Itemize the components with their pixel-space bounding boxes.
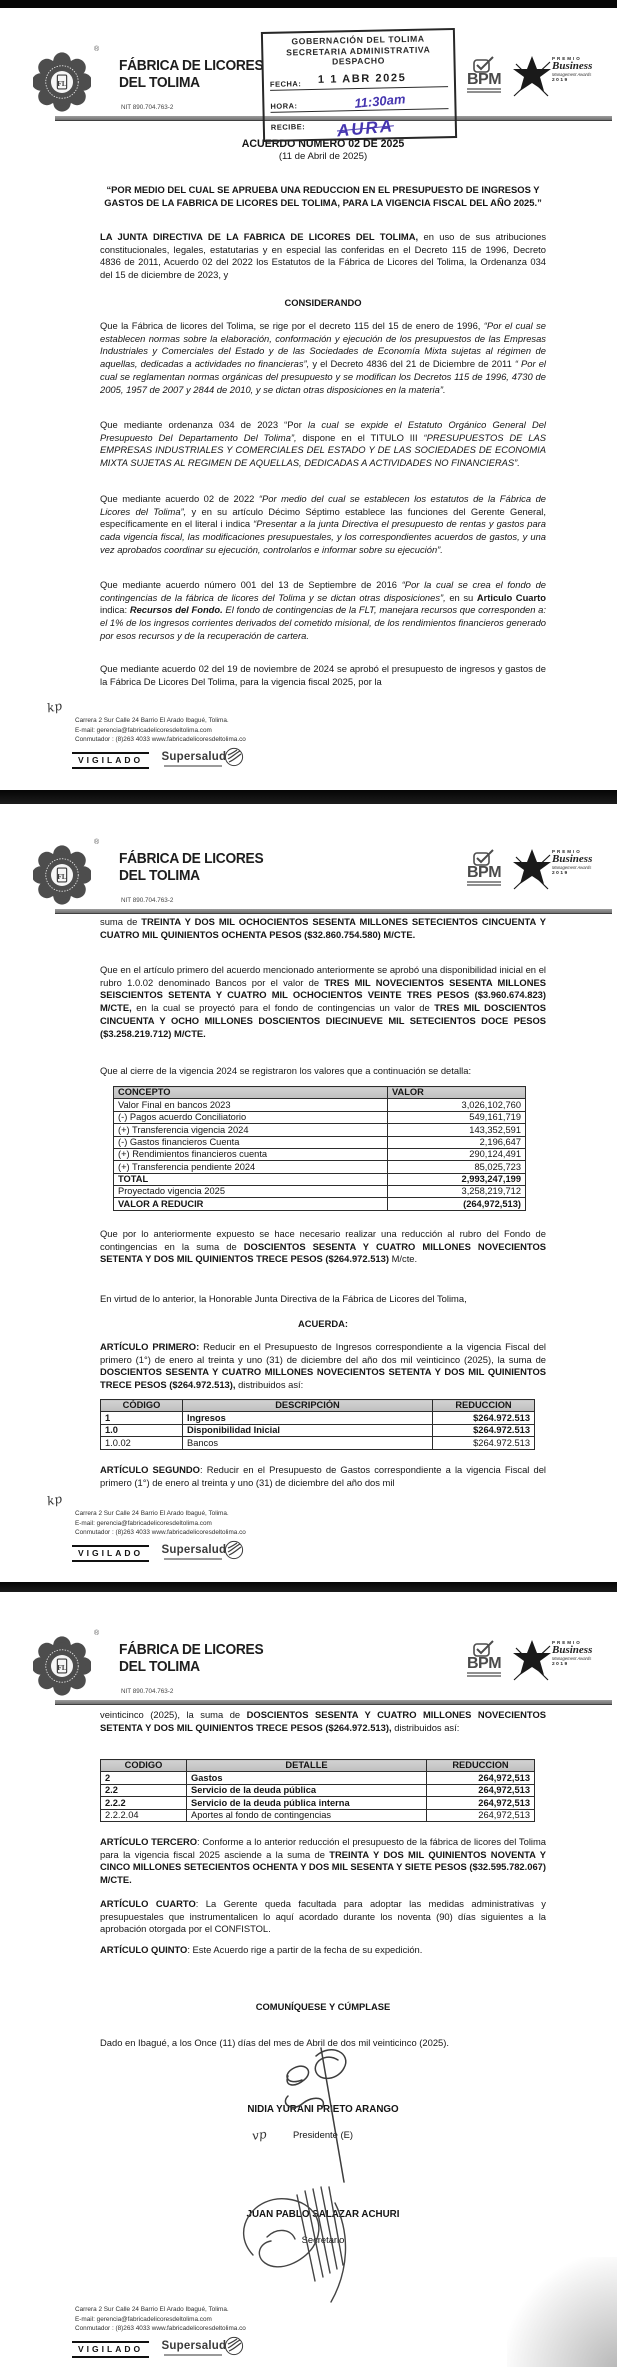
text-segment: Que en el artículo primero del acuerdo mencionado anteriormente se aprobó una disponibilidad inicial en el rubro 1.0.02 denominado Bancos por el valor de [100,964,546,988]
table-row [101,1797,535,1809]
company-nit: NIT 890.704.763-2 [121,897,174,904]
paragraph-articulo-segundo [100,1464,546,1489]
table-row [114,1148,526,1160]
supersalud-icon [224,1540,244,1560]
text-segment: Que por lo anteriormente expuesto se hace necesario realizar una reducción al rubro del Fondo de contingencias en la suma de [100,1228,546,1252]
paragraph-considerando-5 [100,663,546,688]
supersalud-icon [224,747,244,767]
paragraph-cierre-vigencia: Que al cierre de la vigencia 2024 se registraron los valores que a continuación se detalla: [100,1065,472,1076]
table-row [114,1173,526,1185]
bpm-label: BPM [466,71,502,88]
text-segment: ARTÍCULO SEGUNDO [100,1464,200,1475]
stamp-recibe-value: AURA [336,115,395,140]
stamp-recibe-row [270,109,449,140]
header-rule [55,1700,612,1705]
text-segment: “Por el cual se establecen normas sobre la elaboración, conformación y ejecución de los presupuestos de las Empresas Industriales y Comerciales del Estado y de las Sociedades de Economía Mixta sujetas al régimen de aquellas, dedicadas a actividades no financieras”, [100,320,546,370]
award-subtitle: Management Awards [552,72,592,77]
text-segment: TREINTA Y DOS MIL QUINIENTOS NOVENTA Y CINCO MILLONES SETECIENTOS OCHENTA Y DOS MIL SESENTA Y SIETE PESOS ($32.595.782.067) M/CTE. [100,1848,547,1886]
text-segment: DOSCIENTOS SESENTA Y CUATRO MILLONES NOVECIENTOS SETENTA Y DOS MIL QUINIENTOS TRECE PESOS ($264.972.513) [100,1240,546,1265]
text-segment: Reducir en el Presupuesto de Ingresos correspondiente a la vigencia Fiscal del primero (1°) de enero al treinta y uno (31) de diciembre del año dos mil veinticinco (2025), la suma de [100,1341,546,1365]
text-segment: “POR MEDIO DEL CUAL SE APRUEBA UNA REDUCCION EN EL PRESUPUESTO DE INGRESOS Y GASTOS DE LA FABRICA DE LICORES DEL TOLIMA, PARA LA VIGENCIA FISCAL DEL AÑO 2025.” [104,184,542,208]
table-cell: 264,972,513 [427,1772,535,1784]
table-row [101,1412,535,1424]
text-segment: El fondo de contingencias de la FLT, manejara recursos que corresponden a: el 1% de los ingresos corrientes derivados del cometido misional, de los rendimientos financieros generado por esos recursos y de la recuperación de cartera. [100,604,546,641]
footer-address: Carrera 2 Sur Calle 24 Barrio El Arado Ibagué, Tolima. [75,1510,229,1517]
text-segment: suma de [100,916,142,927]
award-subtitle: Management Awards [552,1656,592,1661]
text-segment: distribuidos así: [391,1721,460,1733]
table-row [114,1161,526,1173]
footer-address: Carrera 2 Sur Calle 24 Barrio El Arado Ibagué, Tolima. [75,717,229,724]
table-cell: 264,972,513 [427,1809,535,1821]
table-cell: Gastos [187,1772,427,1784]
scan-shadow [507,2257,617,2367]
award-text [552,849,610,876]
text-segment: Que mediante acuerdo 02 del 19 de noviembre de 2024 se aprobó el presupuesto de ingresos y gastos de la Fábrica De Licores Del Tolima, para la vigencia fiscal 2025, por la [100,663,546,687]
table-cell: Ingresos [183,1412,433,1424]
paragraph-suma [100,916,546,941]
text-segment: TREINTA Y DOS MIL OCHOCIENTOS SESENTA MILLONES SETECIENTOS CINCUENTA Y CUATRO MIL QUINIENTOS OCHENTA PESOS ($32.860.754.580) M/CTE. [100,916,546,940]
table-header-cell: REDUCCION [427,1760,535,1772]
text-segment: “ Por el cual se reglamentan normas orgánicas del presupuesto y se modifican los Decretos 115 de 1996, 4730 de 2005, 1957 de 2007 y 2844 de 2010, y se dictan otras disposiciones en la materia”. [100,358,547,395]
text-segment: distribuidos así: [235,1379,304,1391]
text-segment: Que mediante ordenanza 034 de 2023 “Por [100,419,308,430]
text-segment: “Presentar a la junta Directiva el presupuesto de rentas y gastos para cada vigencia fiscal, las modificaciones presupuestales, y los correspondientes acuerdos de gastos, y una vez aprobados coordinar su ejecución, controlarlos e informar sobre su ejecución”. [100,518,546,555]
text-segment: Que mediante acuerdo 02 de 2022 [100,493,259,504]
paragraph-considerando-4 [100,579,546,643]
table-cell: Aportes al fondo de contingencias [187,1809,427,1821]
text-segment: ARTÍCULO QUINTO [100,1944,188,1955]
table-cell: 2 [101,1772,187,1784]
table-cell: Proyectado vigencia 2025 [114,1186,388,1198]
table-row [114,1136,526,1148]
award-premio: PREMIO [552,1640,582,1645]
bpm-logo [463,849,505,887]
table-header-cell: CÓDIGO [101,1400,183,1412]
bpm-label: BPM [466,864,502,881]
table-cell: 264,972,513 [427,1784,535,1796]
table-cell: (+) Transferencia vigencia 2024 [114,1124,388,1136]
table-cell: (-) Gastos financieros Cuenta [114,1136,388,1148]
heading-comuniquese: COMUNÍQUESE Y CÚMPLASE [255,2001,391,2012]
text-segment: y en su artículo Décimo Séptimo establece las funciones del Gerente General, específicamente en el literal i indica [100,505,546,530]
table-cell: 1 [101,1412,183,1424]
table-cell: 85,025,723 [388,1161,526,1173]
tabla-reduccion-ingresos [100,1399,535,1450]
text-segment: en uso de sus atribuciones constitucionales, legales, estatutarias y en especial las conferidas en el Decreto 115 de 1996, Decreto 4836 de 2011, Acuerdo 02 del 2022 los Estatutos de la Fábrica de Licores del Tolima, la Ordenanza 034 del 15 de diciembre de 2023, y [100,231,547,281]
table-header-row [114,1087,526,1099]
page-footer [0,1491,617,1579]
stamp-line1: GOBERNACIÓN DEL TOLIMA [291,33,425,47]
signature-secretary [235,2175,390,2305]
table-header-row [101,1400,535,1412]
text-segment: Recursos del Fondo. [129,604,223,616]
table-cell: Bancos [183,1437,433,1449]
vigilado-label: VIGILADO [72,1545,149,1562]
vigilado-supersalud [72,750,226,766]
award-premio: PREMIO [552,849,582,854]
table-header-cell: CODIGO [101,1760,187,1772]
supersalud-tagline [164,1558,222,1560]
tabla-conceptos-valores [113,1086,526,1211]
paragraph-reduccion-fondo [100,1228,546,1266]
stamp-recibe-label: RECIBE: [270,121,306,132]
text-segment: “Por la cual se crea el fondo de contingencias de la fábrica de licores del Tolima y se dictan otras disposiciones”, [100,579,546,603]
reception-stamp [261,28,457,142]
stamp-hora-value: 11:30am [353,90,406,111]
company-nit: NIT 890.704.763-2 [121,1688,174,1695]
table-row [114,1111,526,1123]
table-cell: $264.972.513 [433,1424,535,1436]
table-cell: (264,972,513) [388,1198,526,1210]
supersalud-wordmark: Supersalud [161,1544,227,1556]
table-header-cell: VALOR [388,1087,526,1099]
table-cell: Valor Final en bancos 2023 [114,1099,388,1111]
table-row [101,1424,535,1436]
text-segment: la cual se expide el Estatuto Orgánico General Del Presupuesto Del Departamento Del Tolima”, [100,419,547,443]
text-segment: indica: [100,604,130,616]
text-segment: ARTÍCULO PRIMERO: [100,1341,200,1352]
text-segment: y el Decreto 4836 del 21 de Diciembre de 2011 [309,358,515,370]
signatory-role-secretary: Secretario [301,2234,345,2245]
footer-email: E-mail: gerencia@fabricadelicoresdeltolima.com [75,726,212,734]
table-header-cell: CONCEPTO [114,1087,388,1099]
text-segment: : Reducir en el Presupuesto de Gastos correspondiente a la vigencia Fiscal del primero (1°) de enero al treinta y uno (31) de diciembre del año dos mil [100,1464,547,1488]
bpm-small-text [463,88,505,93]
company-name-line2: DEL TOLIMA [119,74,200,91]
table-cell: 1.0.02 [101,1437,183,1449]
table-cell: Servicio de la deuda pública interna [187,1797,427,1809]
table-cell: 143,352,591 [388,1124,526,1136]
table-cell: 2.2 [101,1784,187,1796]
table-cell: $264.972.513 [433,1437,535,1449]
bpm-logo [463,1640,505,1678]
text-segment: : La Gerente queda facultada para adoptar las medidas administrativas y presupuestales que instrumentalicen lo aquí acordado durante los noventa (90) días siguientes a la aprobación otorgada por el CONFISTOL. [100,1898,546,1935]
table-row [114,1186,526,1198]
document-page-2 [0,804,617,1582]
heading-acuerda: ACUERDA: [298,1318,348,1329]
company-nit: NIT 890.704.763-2 [121,104,174,111]
supersalud-tagline [164,765,222,767]
company-name-line1: FÁBRICA DE LICORES [119,851,264,867]
footer-address: Carrera 2 Sur Calle 24 Barrio El Arado Ibagué, Tolima. [75,2306,229,2313]
table-header-cell: DESCRIPCIÓN [183,1400,433,1412]
flt-seal-logo [33,52,91,112]
table-row [114,1124,526,1136]
table-cell: 2,993,247,199 [388,1173,526,1185]
supersalud-wordmark: Supersalud [161,751,227,763]
handwritten-initials: kp [45,698,64,716]
table-row [101,1772,535,1784]
text-segment: Que mediante acuerdo número 001 del 13 de Septiembre de 2016 [100,579,402,590]
paragraph-articulo-cuarto [100,1898,546,1936]
award-star-icon [512,56,552,100]
table-row [114,1198,526,1210]
company-name-line1: FÁBRICA DE LICORES [119,1642,264,1658]
award-subtitle: Management Awards [552,865,592,870]
table-cell: $264.972.513 [433,1412,535,1424]
table-cell: 264,972,513 [427,1797,535,1809]
supersalud-tagline [164,2354,222,2356]
award-year: 2019 [552,1662,569,1667]
letterhead [0,841,617,961]
registered-mark: ® [94,46,100,53]
bpm-small-text [463,1672,505,1677]
text-segment: dispone en el TITULO III [296,431,424,443]
table-cell: 549,161,719 [388,1111,526,1123]
flt-seal-logo [33,1636,91,1696]
page-separator [0,1582,617,1592]
paragraph-considerando-1 [100,320,546,396]
acuerdo-title: ACUERDO NUMERO 02 DE 2025 [241,138,405,150]
text-segment: : Este Acuerdo rige a partir de la fecha de su expedición. [187,1944,423,1955]
footer-contact [75,716,246,745]
text-segment: DOSCIENTOS SESENTA Y CUATRO MILLONES NOVECIENTOS SETENTA Y DOS MIL QUINIENTOS TRECE PESOS ($264.972.513), [100,1709,546,1733]
supersalud-icon [224,2336,244,2356]
text-segment: ARTÍCULO CUARTO [100,1898,196,1909]
text-segment: Articulo Cuarto [476,591,547,603]
text-segment: en su [445,591,477,603]
table-cell: VALOR A REDUCIR [114,1198,388,1210]
text-segment: en la cual se proyectó para el fondo de contingencias un valor de [131,1002,435,1014]
company-name [119,851,263,884]
paragraph-junta-directiva [100,231,546,282]
svg-text:FL: FL [57,1663,67,1673]
text-segment: veinticinco (2025), la suma de [100,1709,247,1720]
text-segment: “Por medio del cual se establecen los estatutos de la Fábrica de Licores del Tolima”, [100,493,546,517]
footer-phone: Conmutador : (8)263 4033 www.fabricadelicoresdeltolima.co [75,736,246,744]
table-cell: 2.2.2.04 [101,1809,187,1821]
registered-mark: ® [94,839,100,846]
stamp-line2: SECRETARIA ADMINISTRATIVA [286,43,431,58]
paragraph-continuacion [100,1709,546,1734]
company-name-line2: DEL TOLIMA [119,867,200,884]
paragraph-considerando-3 [100,493,546,557]
table-header-cell: REDUCCION [433,1400,535,1412]
table-cell: Disponibilidad Inicial [183,1424,433,1436]
scan-edge-band [0,0,617,8]
svg-text:FL: FL [57,79,67,89]
signature-president [258,2044,370,2184]
award-name: Business [552,60,593,72]
bpm-label: BPM [466,1655,502,1672]
flt-seal-logo [33,845,91,905]
page-separator [0,790,617,804]
table-row [101,1809,535,1821]
table-cell: 2.2.2 [101,1797,187,1809]
paragraph-object-quote [100,184,546,209]
vigilado-label: VIGILADO [72,752,149,769]
paragraph-dado-en: Dado en Ibagué, a los Once (11) días del mes de Abril de dos mil veinticinco (2025). [100,2037,449,2048]
table-cell: 1.0 [101,1424,183,1436]
header-rule [55,909,612,914]
supersalud-wordmark: Supersalud [161,2340,227,2352]
table-cell: TOTAL [114,1173,388,1185]
table-header-cell: DETALLE [187,1760,427,1772]
award-star-icon [512,849,552,893]
text-segment: Que la Fábrica de licores del Tolima, se rige por el decreto 115 del 15 de enero de 1996, [100,320,484,331]
company-name [119,58,263,91]
award-name: Business [552,1644,593,1656]
footer-phone: Conmutador : (8)263 4033 www.fabricadelicoresdeltolima.co [75,2325,246,2333]
bpm-logo [463,56,505,94]
footer-email: E-mail: gerencia@fabricadelicoresdeltolima.com [75,1519,212,1527]
footer-contact [75,1509,246,1538]
table-cell: (+) Transferencia pendiente 2024 [114,1161,388,1173]
table-row [101,1784,535,1796]
handwritten-initials: kp [45,1491,64,1509]
award-star-icon [512,1640,552,1684]
paragraph-en-virtud: En virtud de lo anterior, la Honorable Junta Directiva de la Fábrica de Licores del Tolima, [100,1293,467,1304]
text-segment: LA JUNTA DIRECTIVA DE LA FABRICA DE LICORES DEL TOLIMA, [100,231,424,242]
text-segment: TRES MIL DOSCIENTOS CINCUENTA Y OCHO MILLONES DOSCIENTOS DIECINUEVE MIL SETECIENTOS DOCE PESOS ($3.258.219.712) M/CTE. [100,1002,547,1039]
paragraph-articulo-tercero [100,1836,546,1887]
acuerdo-date: (11 de Abril de 2025) [278,151,368,162]
document-page-3 [0,1592,617,2367]
company-name [119,1642,263,1675]
text-segment: M/cte. [388,1253,418,1265]
award-premio: PREMIO [552,56,582,61]
text-segment: : Conforme a lo anterior reducción el presupuesto de la fábrica de licores del Tolima para la vigencia fiscal 2025 asciende a la suma de [100,1836,547,1860]
vigilado-supersalud [72,1543,226,1559]
signatory-name-secretary: JUAN PABLO SALAZAR ACHURI [246,2209,400,2220]
paragraph-articulo-quinto [100,1944,546,1957]
paragraph-considerando-2 [100,419,546,470]
text-segment: ARTÍCULO TERCERO [100,1836,198,1847]
table-cell: Servicio de la deuda pública [187,1784,427,1796]
paragraph-disponibilidad [100,964,546,1040]
table-cell: 2,196,647 [388,1136,526,1148]
stamp-hora-label: HORA: [270,100,298,111]
footer-contact [75,2305,246,2334]
table-cell: 3,258,219,712 [388,1186,526,1198]
signatory-role-president: Presidente (E) [293,2129,353,2140]
table-cell: (-) Pagos acuerdo Conciliatorio [114,1111,388,1123]
table-row [101,1437,535,1449]
stamp-fecha-value: 1 1 ABR 2025 [317,71,407,86]
document-page-1 [0,0,617,790]
text-segment: TRES MIL NOVECIENTOS SESENTA MILLONES SEISCIENTOS SETENTA Y CUATRO MIL OCHOCIENTOS VEINTE TRES PESOS ($3.960.674.823) M/CTE, [100,976,546,1014]
award-text [552,56,610,83]
registered-mark: ® [94,1630,100,1637]
handwritten-initials-vp: vp [251,2127,268,2143]
paragraph-articulo-primero [100,1341,546,1392]
stamp-line3: DESPACHO [331,55,386,67]
page-footer [0,698,617,786]
award-year: 2019 [552,78,569,83]
bpm-small-text [463,881,505,886]
table-cell: 290,124,491 [388,1148,526,1160]
footer-phone: Conmutador : (8)263 4033 www.fabricadelicoresdeltolima.co [75,1529,246,1537]
award-name: Business [552,853,593,865]
company-name-line1: FÁBRICA DE LICORES [119,58,264,74]
tabla-reduccion-gastos [100,1759,535,1822]
text-segment: DOSCIENTOS SESENTA Y CUATRO MILLONES NOVECIENTOS SETENTA Y DOS MIL QUINIENTOS TRECE PESOS ($264.972.513), [100,1366,546,1391]
award-text [552,1640,610,1667]
heading-considerando: CONSIDERANDO [284,297,362,308]
text-segment: “PRESUPUESTOS DE LAS EMPRESAS INDUSTRIALES Y COMERCIALES DEL ESTADO Y DE LAS SOCIEDADES DE ECONOMIA MIXTA SUJETAS AL REGIMEN DE AQUELLAS, DEDICADAS A ACTIVIDADES NO FINANCIERAS”. [100,431,546,469]
table-cell: 3,026,102,760 [388,1099,526,1111]
svg-text:FL: FL [57,872,67,882]
footer-email: E-mail: gerencia@fabricadelicoresdeltolima.com [75,2315,212,2323]
award-year: 2019 [552,871,569,876]
table-cell: (+) Rendimientos financieros cuenta [114,1148,388,1160]
vigilado-label: VIGILADO [72,2341,149,2358]
table-header-row [101,1760,535,1772]
company-name-line2: DEL TOLIMA [119,1658,200,1675]
stamp-fecha-label: FECHA: [269,78,302,89]
vigilado-supersalud [72,2339,226,2355]
signatory-name-president: NIDIA YURANI PRIETO ARANGO [247,2104,399,2115]
table-row [114,1099,526,1111]
